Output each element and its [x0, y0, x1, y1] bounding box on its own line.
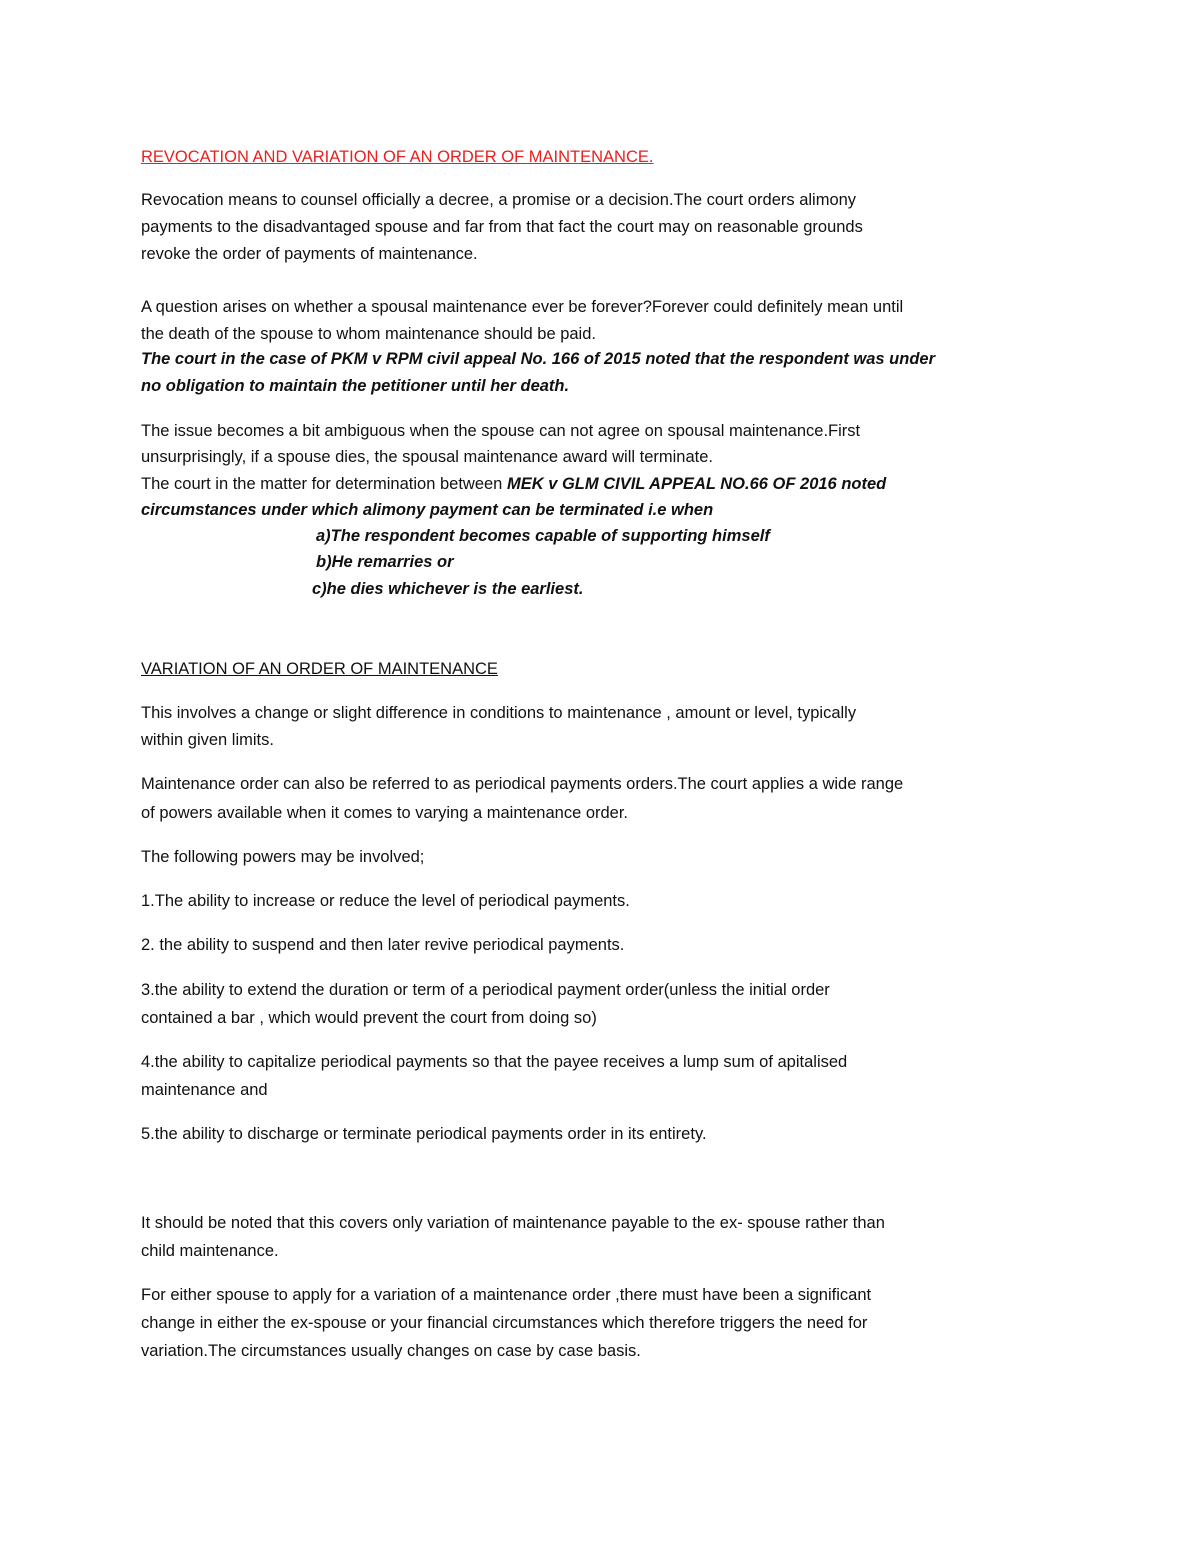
heading-revocation: REVOCATION AND VARIATION OF AN ORDER OF MAINTENANCE. — [141, 148, 654, 166]
power-item: 3.the ability to extend the duration or term of a periodical payment order(unless the initial order — [141, 981, 830, 999]
case-citation-line: circumstances under which alimony payment can be terminated i.e when — [141, 501, 714, 519]
paragraph-line: the death of the spouse to whom maintenance should be paid. — [141, 325, 596, 343]
condition-item: b)He remarries or — [316, 553, 454, 571]
paragraph-line: Revocation means to counsel officially a decree, a promise or a decision.The court orders alimony — [141, 191, 857, 209]
paragraph-line: This involves a change or slight difference in conditions to maintenance , amount or level, typically — [141, 704, 857, 722]
power-item: 2. the ability to suspend and then later revive periodical payments. — [141, 936, 625, 954]
paragraph-line: A question arises on whether a spousal maintenance ever be forever?Forever could definitely mean until — [141, 298, 904, 316]
paragraph-line: unsurprisingly, if a spouse dies, the spousal maintenance award will terminate. — [141, 448, 713, 466]
heading-variation: VARIATION OF AN ORDER OF MAINTENANCE — [141, 660, 498, 678]
paragraph-line: of powers available when it comes to varying a maintenance order. — [141, 804, 629, 822]
case-citation-line: The court in the case of PKM v RPM civil appeal No. 166 of 2015 noted that the respondent was under — [141, 350, 935, 368]
power-item: 5.the ability to discharge or terminate periodical payments order in its entirety. — [141, 1125, 707, 1143]
power-item-continued: contained a bar , which would prevent the court from doing so) — [141, 1009, 597, 1027]
paragraph-line: For either spouse to apply for a variation of a maintenance order ,there must have been a significant — [141, 1286, 872, 1304]
case-lead-text: The court in the matter for determination between — [141, 475, 507, 493]
condition-item: c)he dies whichever is the earliest. — [312, 580, 584, 598]
case-citation-bold: MEK v GLM CIVIL APPEAL NO.66 OF 2016 noted — [506, 475, 887, 493]
paragraph-line: revoke the order of payments of maintenance. — [141, 245, 478, 263]
case-citation-intro — [141, 473, 886, 495]
paragraph-line: within given limits. — [141, 731, 274, 749]
case-citation-line: no obligation to maintain the petitioner until her death. — [141, 377, 570, 395]
power-item-continued: maintenance and — [141, 1081, 268, 1099]
power-item: 4.the ability to capitalize periodical payments so that the payee receives a lump sum of apitalised — [141, 1053, 848, 1071]
paragraph-line: child maintenance. — [141, 1242, 279, 1260]
paragraph-line: It should be noted that this covers only variation of maintenance payable to the ex- spouse rather than — [141, 1214, 885, 1232]
paragraph-line: The issue becomes a bit ambiguous when the spouse can not agree on spousal maintenance.First — [141, 422, 861, 440]
paragraph-line: payments to the disadvantaged spouse and far from that fact the court may on reasonable grounds — [141, 218, 863, 236]
condition-item: a)The respondent becomes capable of supporting himself — [316, 527, 770, 545]
paragraph-line: Maintenance order can also be referred to as periodical payments orders.The court applies a wide range — [141, 775, 904, 793]
power-item: 1.The ability to increase or reduce the level of periodical payments. — [141, 892, 630, 910]
paragraph-line: variation.The circumstances usually changes on case by case basis. — [141, 1342, 641, 1360]
paragraph-line: The following powers may be involved; — [141, 848, 425, 866]
paragraph-line: change in either the ex-spouse or your financial circumstances which therefore triggers the need for — [141, 1314, 868, 1332]
